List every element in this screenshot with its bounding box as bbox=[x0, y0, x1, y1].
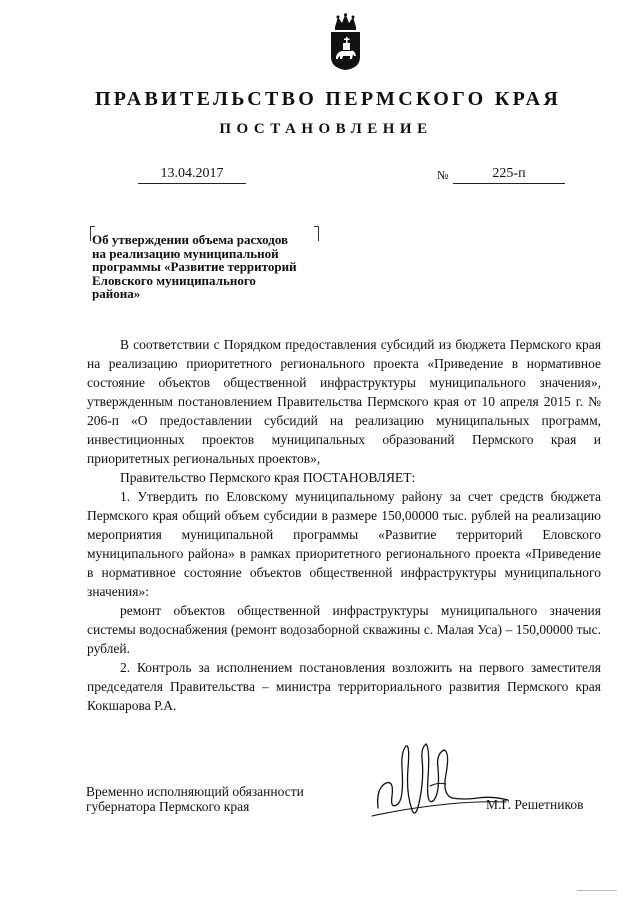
subject-line: программы «Развитие территорий bbox=[92, 259, 297, 274]
signatory-title-line-2: губернатора Пермского края bbox=[86, 799, 250, 814]
page-footer-line bbox=[577, 890, 617, 891]
body-paragraph-item-1-detail: ремонт объектов общественной инфраструктуры муниципального значения системы водоснабжения (ремонт водозаборной скважины с. Малая Уса) – 150,00000 тыс. рублей. bbox=[87, 603, 601, 656]
document-body bbox=[87, 335, 601, 715]
document-date: 13.04.2017 bbox=[138, 165, 246, 184]
signatory-title-line-1: Временно исполняющий обязанности bbox=[86, 784, 304, 799]
body-paragraph-preamble: В соответствии с Порядком предоставления субсидий из бюджета Пермского края на реализацию приоритетного регионального проекта «Приведение в нормативное состояние объектов общественной инфраструктуры муниципального значения», утвержденным постановлением Правительства Пермского края от 10 апреля 2015 г. № 206-п «О предоставлении субсидий на реализацию муниципальных программ, инвестиционных проектов муниципальных образований Пермского края и приоритетных региональных проектов», bbox=[87, 337, 601, 466]
subject-line: района» bbox=[92, 286, 141, 301]
document-number: 225-п bbox=[453, 165, 565, 184]
subject-line: Еловского муниципального bbox=[92, 272, 256, 288]
signatory-name: М.Г. Решетников bbox=[486, 797, 584, 812]
number-sign: № bbox=[437, 168, 449, 182]
signatory-title bbox=[86, 784, 386, 814]
subject-line: Об утверждении объема расходов bbox=[92, 232, 289, 247]
document-subject bbox=[92, 233, 352, 301]
body-paragraph-item-1: 1. Утвердить по Еловскому муниципальному району за счет средств бюджета Пермского края общий объем субсидии в размере 150,00000 тыс. рублей на реализацию мероприятия муниципальной программы «Развитие территорий Еловского муниципального района» в рамках приоритетного регионального проекта «Приведение в нормативное состояние объектов общественной инфраструктуры муниципального значения»: bbox=[87, 489, 601, 599]
perm-krai-coat-of-arms-icon bbox=[329, 13, 362, 71]
body-paragraph-resolves: Правительство Пермского края ПОСТАНОВЛЯЕТ: bbox=[120, 470, 416, 485]
organization-title: ПРАВИТЕЛЬСТВО ПЕРМСКОГО КРАЯ bbox=[94, 88, 562, 110]
document-type-title: ПОСТАНОВЛЕНИЕ bbox=[219, 121, 433, 137]
handwritten-signature bbox=[368, 738, 518, 830]
subject-line: на реализацию муниципальной bbox=[92, 245, 279, 261]
body-paragraph-item-2: 2. Контроль за исполнением постановления возложить на первого заместителя председателя Правительства – министра территориального развития Пермского края Кокшарова Р.А. bbox=[87, 660, 601, 713]
